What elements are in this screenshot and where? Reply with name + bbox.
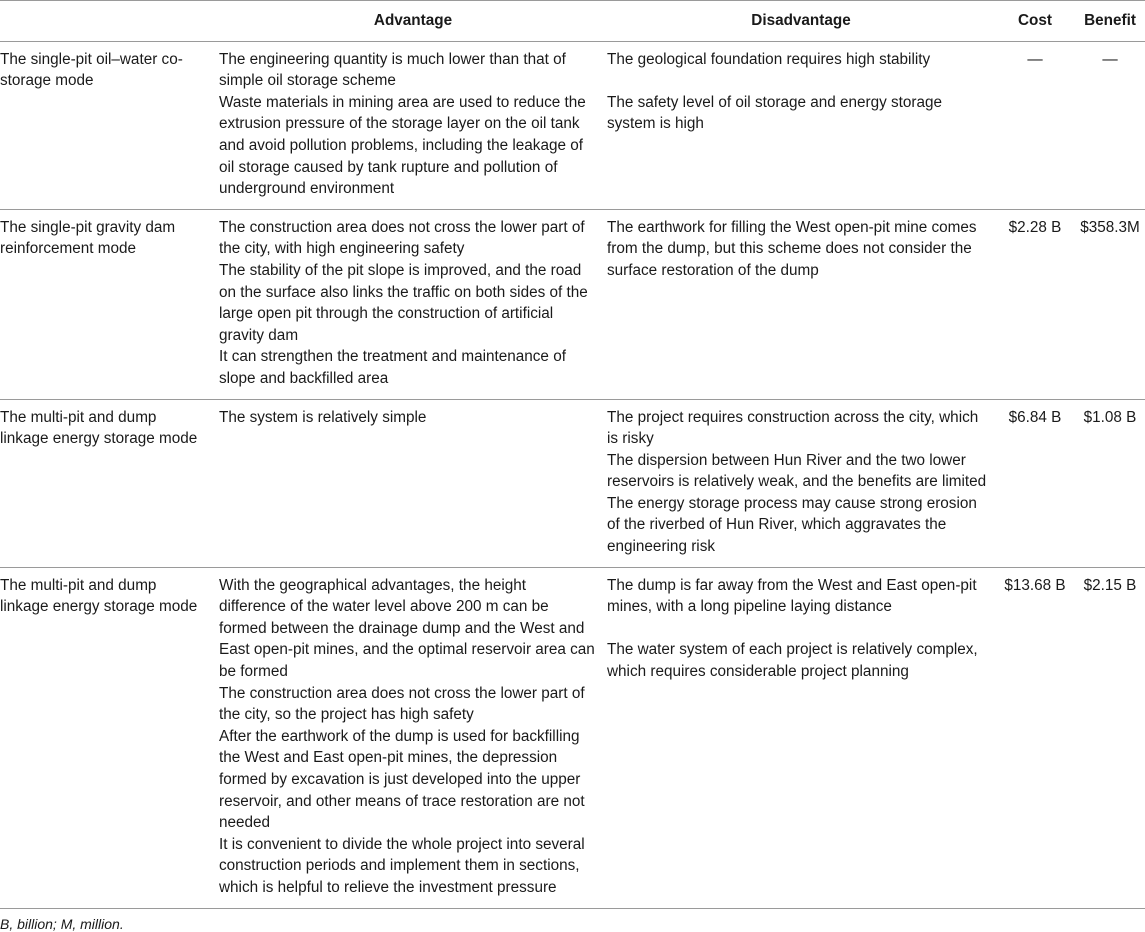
header-benefit: Benefit (1075, 1, 1145, 42)
advantage-item: The stability of the pit slope is improved, and the road on the surface also links the traffic on both sides of the large open pit through the construction of artificial gravity dam (219, 261, 588, 344)
table-row (0, 567, 1145, 908)
disadvantage-cell (607, 209, 995, 399)
disadvantage-cell (607, 41, 995, 209)
disadvantage-cell (607, 399, 995, 567)
benefit-cell: — (1075, 41, 1145, 209)
advantage-cell (219, 567, 607, 908)
mode-cell: The single-pit oil–water co-storage mode (0, 41, 219, 209)
advantage-item: The construction area does not cross the lower part of the city, so the project has high safety (219, 684, 585, 724)
benefit-cell: $1.08 B (1075, 399, 1145, 567)
advantage-cell (219, 209, 607, 399)
table-row (0, 209, 1145, 399)
header-advantage: Advantage (219, 1, 607, 42)
disadvantage-item: The dump is far away from the West and East open-pit mines, with a long pipeline laying distance (607, 576, 977, 616)
table-row (0, 41, 1145, 209)
advantage-item: The engineering quantity is much lower than that of simple oil storage scheme (219, 50, 566, 90)
disadvantage-item: The dispersion between Hun River and the two lower reservoirs is relatively weak, and the benefits are limited (607, 451, 987, 491)
mode-cell: The multi-pit and dump linkage energy storage mode (0, 567, 219, 908)
mode-cell: The single-pit gravity dam reinforcement mode (0, 209, 219, 399)
advantage-item: The construction area does not cross the lower part of the city, with high engineering safety (219, 218, 585, 258)
advantage-item: The system is relatively simple (219, 408, 427, 426)
spacer (607, 618, 989, 640)
advantage-cell (219, 399, 607, 567)
header-cost: Cost (995, 1, 1075, 42)
mode-cell: The multi-pit and dump linkage energy storage mode (0, 399, 219, 567)
disadvantage-item: The earthwork for filling the West open-pit mine comes from the dump, but this scheme does not consider the surface restoration of the dump (607, 218, 977, 279)
disadvantage-item: The water system of each project is relatively complex, which requires considerable project planning (607, 641, 978, 681)
cost-cell: $2.28 B (995, 209, 1075, 399)
disadvantage-item: The project requires construction across the city, which is risky (607, 408, 979, 448)
advantage-item: Waste materials in mining area are used to reduce the extrusion pressure of the storage layer on the oil tank and avoid pollution problems, including the leakage of oil storage caused by tank rupture and pollution of underground environment (219, 93, 586, 198)
header-disadvantage: Disadvantage (607, 1, 995, 42)
disadvantage-item: The energy storage process may cause strong erosion of the riverbed of Hun River, which aggravates the engineering risk (607, 494, 977, 556)
cost-cell: $13.68 B (995, 567, 1075, 908)
advantage-cell (219, 41, 607, 209)
advantage-item: It is convenient to divide the whole project into several construction periods and implement them in sections, which is helpful to relieve the investment pressure (219, 835, 585, 896)
table-row (0, 399, 1145, 567)
header-row (0, 1, 1145, 42)
cost-cell: — (995, 41, 1075, 209)
advantage-item: With the geographical advantages, the height difference of the water level above 200 m can be formed between the drainage dump and the West and East open-pit mines, and the optimal reservoir area can be formed (219, 576, 595, 681)
spacer (607, 70, 989, 92)
benefit-cell: $358.3M (1075, 209, 1145, 399)
benefit-cell: $2.15 B (1075, 567, 1145, 908)
cost-cell: $6.84 B (995, 399, 1075, 567)
disadvantage-item: The safety level of oil storage and energy storage system is high (607, 93, 943, 133)
table-footnote: B, billion; M, million. (0, 915, 124, 932)
advantage-item: After the earthwork of the dump is used for backfilling the West and East open-pit mines, the depression formed by excavation is just developed into the upper reservoir, and other means of trace restoration are not needed (219, 727, 585, 832)
disadvantage-item: The geological foundation requires high stability (607, 50, 931, 68)
advantage-item: It can strengthen the treatment and maintenance of slope and backfilled area (219, 348, 566, 387)
disadvantage-cell (607, 567, 995, 908)
header-mode (0, 1, 219, 42)
